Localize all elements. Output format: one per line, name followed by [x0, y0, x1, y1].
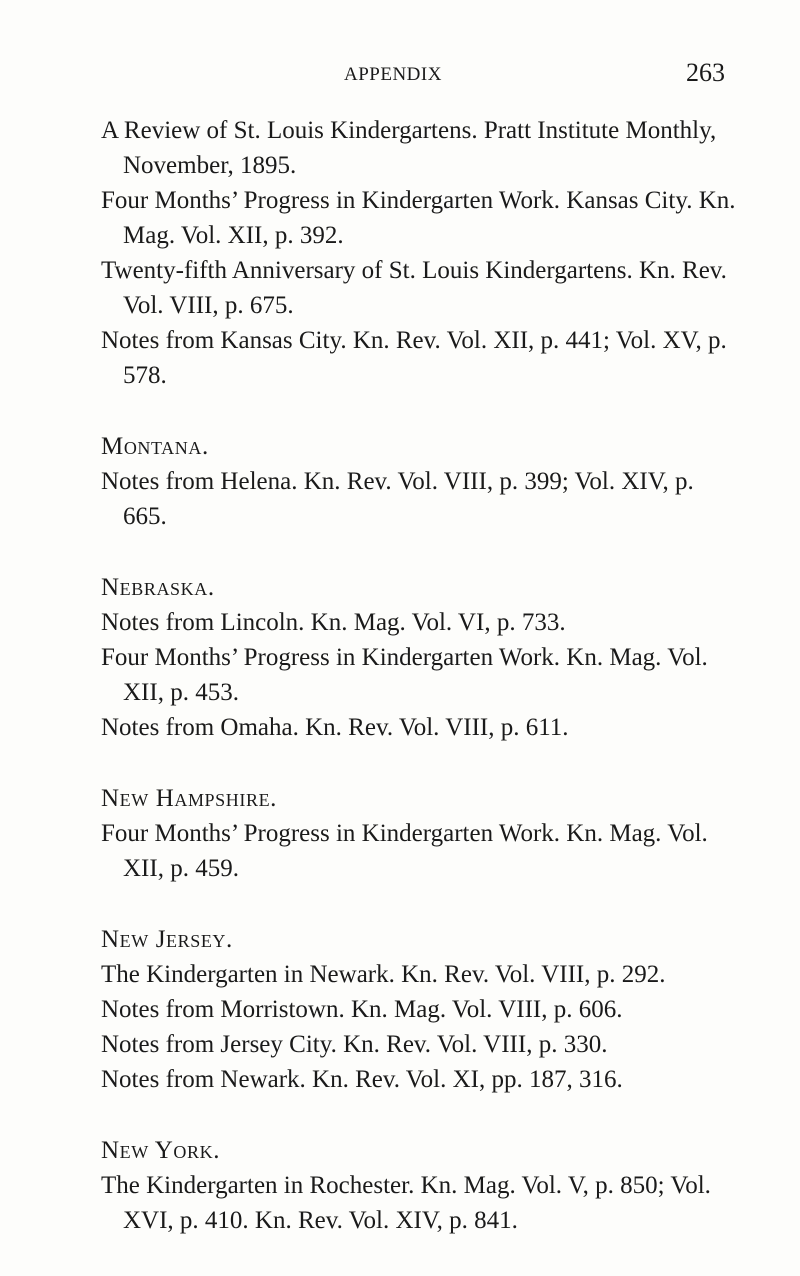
section-spacer [101, 1097, 741, 1133]
section-spacer [101, 745, 741, 781]
page-number: 263 [686, 58, 725, 87]
bibliography-entry: Four Months’ Progress in Kindergarten Work. Kn. Mag. Vol. XII, p. 453. [101, 644, 708, 706]
bibliography-entry: Four Months’ Progress in Kindergarten Work. Kansas City. Kn. Mag. Vol. XII, p. 392. [101, 187, 736, 249]
bibliography-entry: Notes from Newark. Kn. Rev. Vol. XI, pp. 187, 316. [101, 1066, 623, 1093]
bibliography-list [101, 113, 741, 1238]
section-spacer [101, 393, 741, 429]
section-nebraska [101, 570, 741, 745]
section-montana [101, 429, 741, 534]
running-title: APPENDIX [344, 64, 442, 85]
section-heading: New York. [101, 1137, 221, 1164]
bibliography-entry: Notes from Lincoln. Kn. Mag. Vol. VI, p. 733. [101, 609, 566, 636]
bibliography-entry: Four Months’ Progress in Kindergarten Work. Kn. Mag. Vol. XII, p. 459. [101, 820, 708, 882]
running-head [0, 58, 800, 96]
section-heading: New Hampshire. [101, 785, 278, 812]
bibliography-entry: A Review of St. Louis Kindergartens. Pratt Institute Monthly, November, 1895. [101, 117, 717, 179]
section-new-york [101, 1133, 741, 1238]
bibliography-entry: Notes from Helena. Kn. Rev. Vol. VIII, p. 399; Vol. XIV, p. 665. [101, 468, 694, 530]
section-new-hampshire [101, 781, 741, 886]
section-new-jersey [101, 922, 741, 1097]
section-heading: New Jersey. [101, 926, 233, 953]
bibliography-entry: Notes from Kansas City. Kn. Rev. Vol. XII, p. 441; Vol. XV, p. 578. [101, 327, 727, 389]
section-heading: Montana. [101, 433, 209, 460]
section-spacer [101, 534, 741, 570]
section-heading: Nebraska. [101, 574, 215, 601]
bibliography-entry: Twenty-fifth Anniversary of St. Louis Kindergartens. Kn. Rev. Vol. VIII, p. 675. [101, 257, 727, 319]
bibliography-entry: The Kindergarten in Rochester. Kn. Mag. Vol. V, p. 850; Vol. XVI, p. 410. Kn. Rev. Vol. XIV, p. 841. [101, 1172, 711, 1234]
bibliography-entry: Notes from Omaha. Kn. Rev. Vol. VIII, p. 611. [101, 714, 569, 741]
bibliography-entry: The Kindergarten in Newark. Kn. Rev. Vol. VIII, p. 292. [101, 961, 666, 988]
bibliography-entry: Notes from Morristown. Kn. Mag. Vol. VIII, p. 606. [101, 996, 623, 1023]
section-spacer [101, 886, 741, 922]
bibliography-entry: Notes from Jersey City. Kn. Rev. Vol. VIII, p. 330. [101, 1031, 608, 1058]
